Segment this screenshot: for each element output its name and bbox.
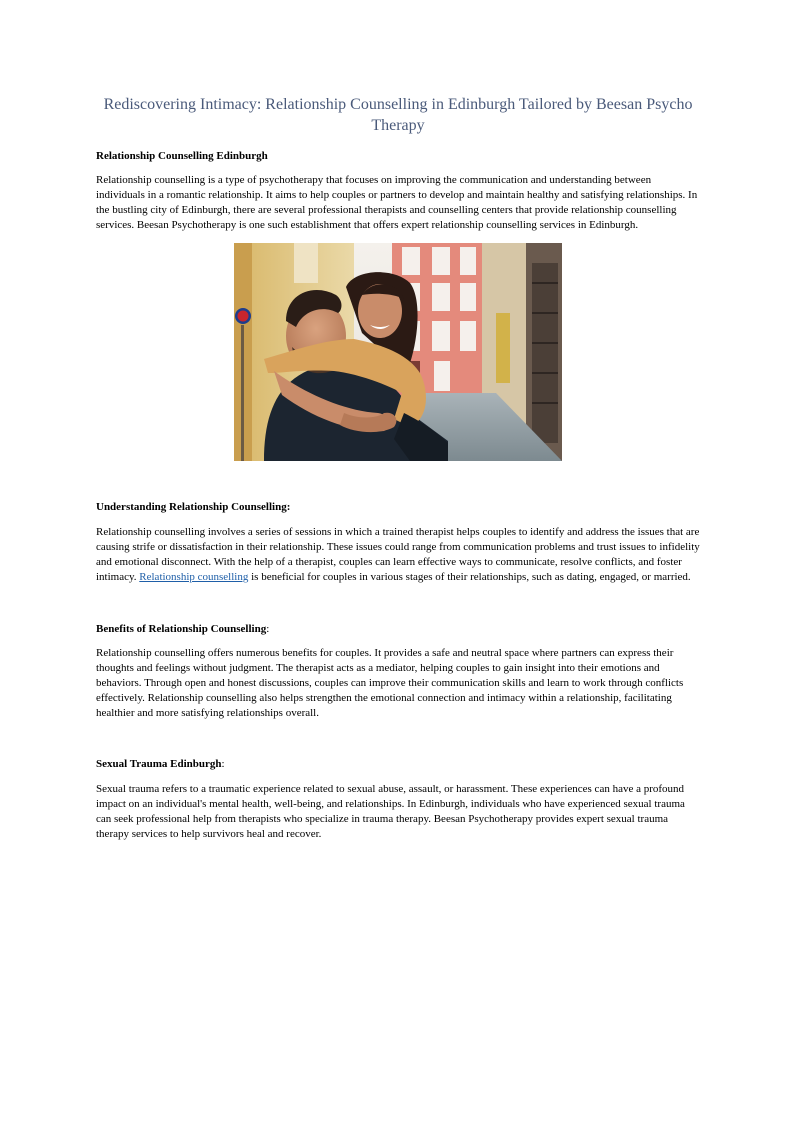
section-body-sexual-trauma-edinburgh: Sexual trauma refers to a traumatic experience related to sexual abuse, assault, or harassment. These experiences can have a profound impact on an individual's mental health, well-being, and relationships. In Edinburgh, individuals who have experienced sexual trauma can seek professional help from therapists who specialize in trauma therapy. Beesan Psychotherapy provides expert sexual trauma therapy services to help survivors heal and recover. xyxy=(96,783,685,840)
heading-text: Benefits of Relationship Counselling xyxy=(96,623,267,635)
heading-text: Relationship Counselling Edinburgh xyxy=(96,150,268,162)
document-page xyxy=(96,94,700,842)
section-heading-benefits-of-relationship-counselling xyxy=(96,622,700,636)
section-heading-sexual-trauma-edinburgh xyxy=(96,757,700,771)
section-heading-relationship-counselling-edinburgh xyxy=(96,149,700,163)
heading-text: Understanding Relationship Counselling: xyxy=(96,501,291,513)
heading-suffix: : xyxy=(221,758,225,770)
section-body-relationship-counselling-edinburgh: Relationship counselling is a type of psychotherapy that focuses on improving the communication and understanding between individuals in a romantic relationship. It aims to help couples or partners to develop and maintain healthy and satisfying relationships. In the bustling city of Edinburgh, there are several professional therapists and counselling centers that provide relationship counselling services. Beesan Psychotherapy is one such establishment that offers expert relationship counselling services in Edinburgh. xyxy=(96,174,698,231)
section-body-benefits-of-relationship-counselling: Relationship counselling offers numerous benefits for couples. It provides a safe and neutral space where partners can express their thoughts and feelings without judgment. The therapist acts as a mediator, helping couples to gain insight into their emotions and behaviors. Through open and honest discussions, couples can improve their communication skills and learn to work through conflicts effectively. Relationship counselling also helps strengthen the emotional connection and intimacy within a relationship, facilitating healthier and more satisfying relationships overall. xyxy=(96,647,684,719)
page-title: Rediscovering Intimacy: Relationship Counselling in Edinburgh Tailored by Beesan Psycho Therapy xyxy=(103,96,693,134)
body-text-before-link: Relationship counselling involves a series of sessions in which a trained therapist helps couples to identify and address the issues that are causing strife or dissatisfaction in their relationship. These issues could range from communication problems and trust issues to infidelity and emotional disconnect. With the help of a therapist, couples can learn effective ways to communicate, resolve conflicts, and foster intimacy. xyxy=(96,526,700,583)
heading-suffix: : xyxy=(266,623,270,635)
section-heading-understanding-relationship-counselling xyxy=(96,500,700,514)
heading-text: Sexual Trauma Edinburgh xyxy=(96,758,222,770)
body-text-after-link: is beneficial for couples in various stages of their relationships, such as dating, engaged, or married. xyxy=(248,571,691,583)
section-body-understanding-relationship-counselling xyxy=(96,525,700,585)
couple-photo xyxy=(234,243,562,461)
relationship-counselling-link[interactable]: Relationship counselling xyxy=(139,571,249,583)
